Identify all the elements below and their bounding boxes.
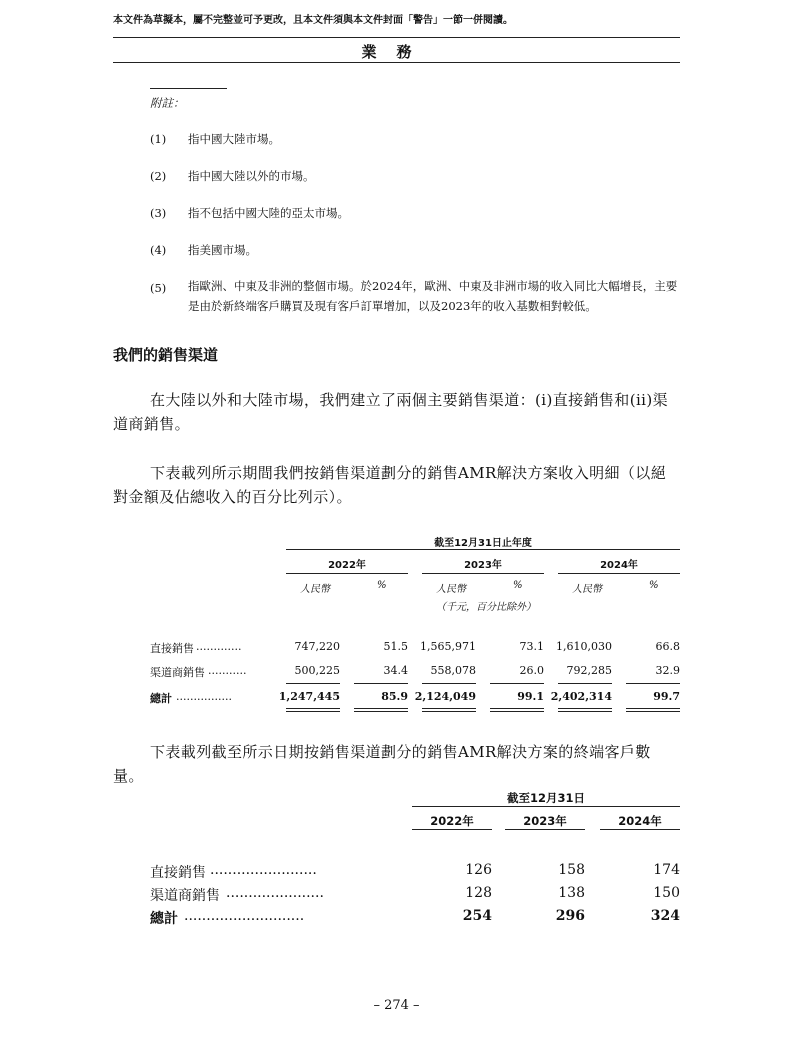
table-cell: 32.9	[655, 664, 680, 677]
leader-dots: ...........	[208, 664, 247, 677]
column-header: %	[649, 580, 659, 591]
table-cell: 2,402,314	[550, 690, 612, 703]
table-rule	[286, 573, 408, 574]
paragraph: 下表載列所示期間我們按銷售渠道劃分的銷售AMR解決方案收入明細（以絕對金額及佔總收入的百分比列示）。	[113, 464, 667, 506]
note-text: 指不包括中國大陸的亞太市場。	[188, 206, 349, 220]
table-rule	[412, 806, 680, 807]
table-cell: 1,610,030	[556, 640, 612, 653]
leader-dots: ........................	[210, 862, 317, 878]
note-text: 指歐洲、中東及非洲的整個市場。於2024年，歐洲、中東及非洲市場的收入同比大幅增長，主要是由於新終端客戶購買及現有客戶訂單增加，以及2023年的收入基數相對較低。	[188, 279, 678, 313]
table-cell: 296	[555, 908, 585, 924]
table-rule	[286, 711, 340, 712]
row-label: 渠道商銷售	[150, 666, 205, 679]
table-rule	[354, 683, 408, 684]
paragraph: 在大陸以外和大陸市場，我們建立了兩個主要銷售渠道：(i)直接銷售和(ii)渠道商銷售。	[113, 391, 669, 433]
note-number: (4)	[150, 243, 167, 257]
table-cell: 34.4	[383, 664, 408, 677]
table-rule	[558, 711, 612, 712]
table-cell: 174	[653, 862, 680, 878]
row-label: 直接銷售	[150, 642, 194, 655]
table-year-header: 2024年	[618, 814, 662, 828]
table-cell: 1,565,971	[420, 640, 476, 653]
table-cell: 99.1	[517, 690, 544, 703]
table-cell: 51.5	[383, 640, 408, 653]
draft-warning: 本文件為草擬本，屬不完整並可予更改，且本文件須與本文件封面「警告」一節一併閱讀。	[113, 15, 513, 26]
table-rule	[286, 708, 340, 709]
column-header: %	[513, 580, 523, 591]
table-cell: 747,220	[294, 640, 340, 653]
unit-note: （千元，百分比除外）	[436, 602, 536, 613]
notes-label: 附註：	[150, 96, 185, 110]
row-label: 總計	[150, 692, 172, 705]
note-text: 指中國大陸市場。	[188, 132, 280, 146]
table-rule	[626, 683, 680, 684]
row-label: 直接銷售	[150, 865, 206, 881]
note-number: (1)	[150, 132, 167, 146]
table-rule	[505, 829, 585, 830]
table-cell: 254	[462, 908, 492, 924]
note-number: (5)	[150, 281, 167, 295]
paragraph: 下表載列截至所示日期按銷售渠道劃分的銷售AMR解決方案的終端客戶數量。	[113, 743, 651, 785]
column-header: 人民幣	[436, 584, 466, 595]
table-year-header: 2023年	[523, 814, 567, 828]
table-cell: 792,285	[566, 664, 612, 677]
table-rule	[558, 683, 612, 684]
page-title: 業務	[361, 43, 432, 61]
table-rule	[490, 708, 544, 709]
leader-dots: ................	[176, 690, 232, 703]
table-year-header: 2022年	[328, 560, 366, 571]
leader-dots: ......................	[226, 885, 324, 901]
table-year-header: 2022年	[430, 814, 474, 828]
header-top-rule	[113, 37, 680, 38]
table-rule	[422, 573, 544, 574]
table-rule	[558, 708, 612, 709]
row-label: 渠道商銷售	[150, 888, 220, 904]
table-cell: 150	[653, 885, 680, 901]
table-rule	[558, 573, 680, 574]
leader-dots: ...........................	[184, 908, 305, 924]
note-number: (3)	[150, 206, 167, 220]
table-rule	[286, 549, 680, 550]
table-cell: 73.1	[519, 640, 544, 653]
table-cell: 128	[465, 885, 492, 901]
note-number: (2)	[150, 169, 167, 183]
table-cell: 99.7	[653, 690, 680, 703]
row-label: 總計	[150, 911, 178, 927]
table-period-header: 截至12月31日止年度	[434, 538, 532, 549]
leader-dots: .............	[196, 640, 242, 653]
section-heading: 我們的銷售渠道	[113, 346, 219, 364]
column-header: 人民幣	[572, 584, 602, 595]
table-rule	[626, 708, 680, 709]
table-cell: 158	[558, 862, 585, 878]
table-rule	[412, 829, 492, 830]
page-number: – 274 –	[373, 998, 420, 1013]
notes-separator	[150, 88, 227, 89]
table-rule	[600, 829, 680, 830]
table-cell: 138	[558, 885, 585, 901]
table-cell: 126	[465, 862, 492, 878]
table-rule	[490, 711, 544, 712]
table-rule	[626, 711, 680, 712]
table-cell: 85.9	[381, 690, 408, 703]
table-rule	[422, 711, 476, 712]
table-rule	[490, 683, 544, 684]
table-rule	[422, 683, 476, 684]
table-cell: 500,225	[294, 664, 340, 677]
table-cell: 66.8	[655, 640, 680, 653]
table-year-header: 2024年	[600, 560, 638, 571]
table-cell: 558,078	[430, 664, 476, 677]
table-rule	[286, 683, 340, 684]
table-cell: 2,124,049	[414, 690, 476, 703]
header-bottom-rule	[113, 62, 680, 63]
table-rule	[354, 708, 408, 709]
table-cell: 324	[650, 908, 680, 924]
table-rule	[354, 711, 408, 712]
note-text: 指美國市場。	[188, 243, 257, 257]
column-header: %	[377, 580, 387, 591]
table-rule	[422, 708, 476, 709]
table-cell: 26.0	[519, 664, 544, 677]
note-text: 指中國大陸以外的市場。	[188, 169, 315, 183]
table-period-header: 截至12月31日	[506, 791, 585, 805]
table-cell: 1,247,445	[278, 690, 340, 703]
column-header: 人民幣	[300, 584, 330, 595]
table-year-header: 2023年	[464, 560, 502, 571]
